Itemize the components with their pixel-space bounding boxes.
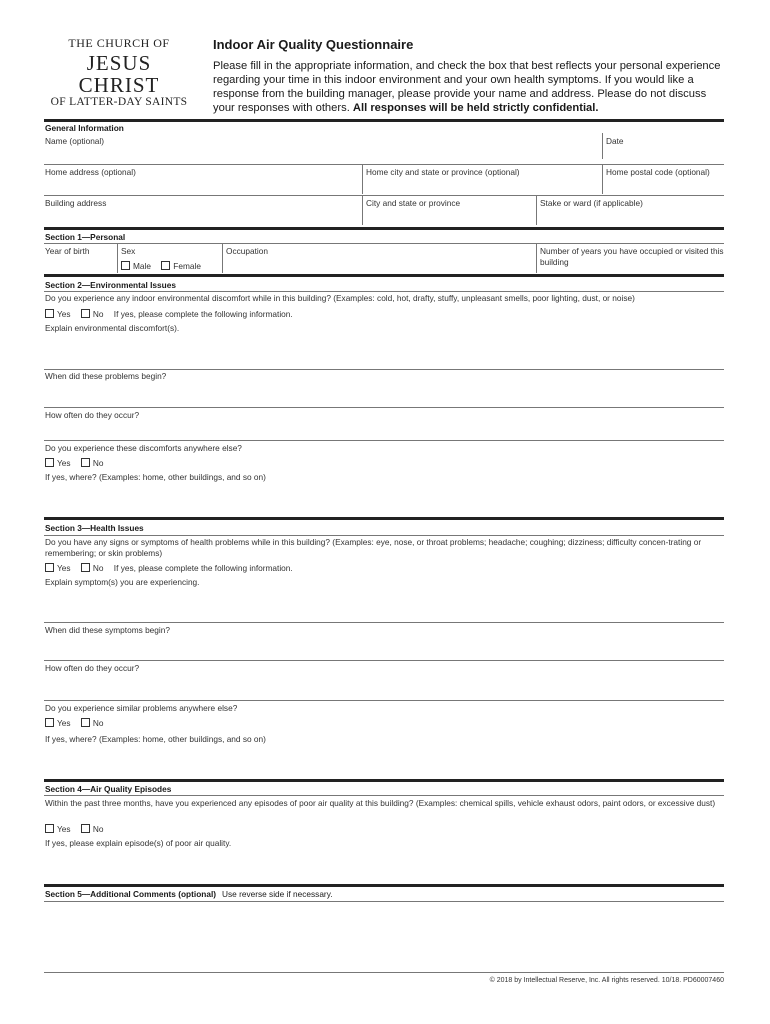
section-5-note: Use reverse side if necessary. xyxy=(222,889,333,899)
s3-elsewhere-question: Do you experience similar problems anywhere else? xyxy=(45,703,238,713)
divider xyxy=(44,700,724,701)
divider xyxy=(44,440,724,441)
s3-yes-no xyxy=(45,563,293,574)
s3-where-field[interactable]: If yes, where? (Examples: home, other buildings, and so on) xyxy=(45,734,266,744)
female-option[interactable] xyxy=(161,261,201,271)
s3-elsewhere-yes-no xyxy=(45,718,111,729)
s3-question: Do you have any signs or symptoms of health problems while in this building? (Examples: eye, nose, or throat problems; headache; coughing; dizziness; difficulty concen-trating or remembering; or skin problems) xyxy=(45,537,702,558)
postal-code-field[interactable]: Home postal code (optional) xyxy=(606,167,710,177)
logo-line-3: OF LATTER-DAY SAINTS xyxy=(50,96,188,108)
divider xyxy=(536,195,537,225)
s2-question: Do you experience any indoor environmental discomfort while in this building? (Examples: cold, hot, drafty, stuffy, unpleasant smells, poor lighting, dust, or noise) xyxy=(45,293,635,303)
logo-line-2: JESUS CHRIST xyxy=(78,51,160,97)
city-state-field[interactable]: City and state or province xyxy=(366,198,461,208)
s3-explain-field[interactable]: Explain symptom(s) you are experiencing. xyxy=(45,577,200,587)
s2-no-label: No xyxy=(92,309,104,319)
s3-elsewhere-no-label: No xyxy=(92,718,104,728)
section-3-heading: Section 3—Health Issues xyxy=(45,523,144,533)
s2-if-yes: If yes, please complete the following information. xyxy=(113,309,293,319)
intro-text: Please fill in the appropriate information, and check the box that best reflects your personal experience regarding your time in this indoor environment and your own health symptoms. If you would like a response from the building manager, please provide your name and address. Please do not discuss your responses with others. xyxy=(213,60,721,114)
divider xyxy=(44,274,724,277)
s4-yes-no xyxy=(45,824,111,835)
male-label: Male xyxy=(133,261,151,271)
s3-yes-label: Yes xyxy=(57,563,71,573)
s2-elsewhere-no-option[interactable] xyxy=(81,458,104,468)
s2-when-field[interactable]: When did these problems begin? xyxy=(45,371,167,381)
divider xyxy=(44,779,724,782)
general-heading: General Information xyxy=(45,123,124,133)
s3-no-label: No xyxy=(92,563,104,573)
s2-explain-field[interactable]: Explain environmental discomfort(s). xyxy=(45,323,180,333)
s2-elsewhere-no-checkbox[interactable] xyxy=(81,458,90,467)
sex-label: Sex xyxy=(121,246,136,256)
s3-elsewhere-yes-option[interactable] xyxy=(45,718,71,728)
logo-line-1: THE CHURCH OF xyxy=(68,36,170,50)
s2-yes-option[interactable] xyxy=(45,309,71,319)
divider xyxy=(44,407,724,408)
divider xyxy=(362,195,363,225)
document-title: Indoor Air Quality Questionnaire xyxy=(213,37,414,52)
s3-yes-checkbox[interactable] xyxy=(45,563,54,572)
s2-how-often-field[interactable]: How often do they occur? xyxy=(45,410,140,420)
section-4-heading: Section 4—Air Quality Episodes xyxy=(45,784,172,794)
divider xyxy=(602,133,603,159)
s3-elsewhere-no-checkbox[interactable] xyxy=(81,718,90,727)
s4-no-checkbox[interactable] xyxy=(81,824,90,833)
s4-no-option[interactable] xyxy=(81,824,104,834)
s3-elsewhere-no-option[interactable] xyxy=(81,718,104,728)
divider xyxy=(44,291,724,292)
home-address-field[interactable]: Home address (optional) xyxy=(45,167,136,177)
divider xyxy=(44,535,724,536)
s3-when-field[interactable]: When did these symptoms begin? xyxy=(45,625,170,635)
section-5-title: Section 5—Additional Comments (optional) xyxy=(45,889,217,899)
s2-yes-no xyxy=(45,309,293,320)
divider xyxy=(222,243,223,273)
building-address-field[interactable]: Building address xyxy=(45,198,107,208)
year-of-birth-field[interactable]: Year of birth xyxy=(45,246,90,256)
years-field[interactable]: Number of years you have occupied or visited this building xyxy=(540,246,724,267)
stake-ward-field[interactable]: Stake or ward (if applicable) xyxy=(540,198,643,208)
s2-yes-label: Yes xyxy=(57,309,71,319)
s3-no-option[interactable] xyxy=(81,563,104,573)
s3-how-often-field[interactable]: How often do they occur? xyxy=(45,663,140,673)
date-field[interactable]: Date xyxy=(606,136,624,146)
s3-yes-option[interactable] xyxy=(45,563,71,573)
s4-explain-field[interactable]: If yes, please explain episode(s) of poor air quality. xyxy=(45,838,232,848)
s2-elsewhere-yes-checkbox[interactable] xyxy=(45,458,54,467)
s4-yes-label: Yes xyxy=(57,824,71,834)
female-checkbox[interactable] xyxy=(161,261,170,270)
s2-elsewhere-yes-no xyxy=(45,458,111,469)
divider xyxy=(44,227,724,230)
divider xyxy=(44,195,724,196)
s4-no-label: No xyxy=(92,824,104,834)
s3-elsewhere-yes-checkbox[interactable] xyxy=(45,718,54,727)
s3-no-checkbox[interactable] xyxy=(81,563,90,572)
s3-elsewhere-yes-label: Yes xyxy=(57,718,71,728)
s2-where-field[interactable]: If yes, where? (Examples: home, other buildings, and so on) xyxy=(45,472,266,482)
male-checkbox[interactable] xyxy=(121,261,130,270)
divider xyxy=(117,243,118,273)
s2-no-option[interactable] xyxy=(81,309,104,319)
s2-elsewhere-no-label: No xyxy=(92,458,104,468)
copyright-footer: © 2018 by Intellectual Reserve, Inc. All rights reserved. 10/18. PD60007460 xyxy=(489,977,724,984)
s4-yes-checkbox[interactable] xyxy=(45,824,54,833)
divider xyxy=(44,622,724,623)
divider xyxy=(44,517,724,520)
s2-elsewhere-yes-label: Yes xyxy=(57,458,71,468)
s4-question: Within the past three months, have you experienced any episodes of poor air quality at this building? (Examples: chemical spills, vehicle exhaust odors, paint odors, or excessive dust) xyxy=(45,798,716,808)
divider xyxy=(44,119,724,122)
section-1-heading: Section 1—Personal xyxy=(45,232,126,242)
s2-yes-checkbox[interactable] xyxy=(45,309,54,318)
church-logo xyxy=(44,36,194,108)
divider xyxy=(44,901,724,902)
s3-if-yes: If yes, please complete the following information. xyxy=(113,563,293,573)
s2-no-checkbox[interactable] xyxy=(81,309,90,318)
s4-yes-option[interactable] xyxy=(45,824,71,834)
sex-options xyxy=(121,261,209,272)
s2-elsewhere-yes-option[interactable] xyxy=(45,458,71,468)
divider xyxy=(44,795,724,796)
divider xyxy=(44,243,724,244)
divider xyxy=(44,369,724,370)
divider xyxy=(602,164,603,194)
occupation-field[interactable]: Occupation xyxy=(226,246,268,256)
intro-paragraph xyxy=(213,59,723,115)
divider xyxy=(44,884,724,887)
male-option[interactable] xyxy=(121,261,151,271)
section-5-heading xyxy=(45,889,333,899)
divider xyxy=(44,660,724,661)
home-city-field[interactable]: Home city and state or province (optional) xyxy=(366,167,520,177)
section-2-heading: Section 2—Environmental Issues xyxy=(45,280,176,290)
s2-elsewhere-question: Do you experience these discomforts anywhere else? xyxy=(45,443,242,453)
name-field[interactable]: Name (optional) xyxy=(45,136,105,146)
intro-bold: All responses will be held strictly confidential. xyxy=(352,102,599,114)
divider xyxy=(362,164,363,194)
divider xyxy=(44,972,724,973)
divider xyxy=(44,164,724,165)
female-label: Female xyxy=(173,261,201,271)
divider xyxy=(536,243,537,273)
